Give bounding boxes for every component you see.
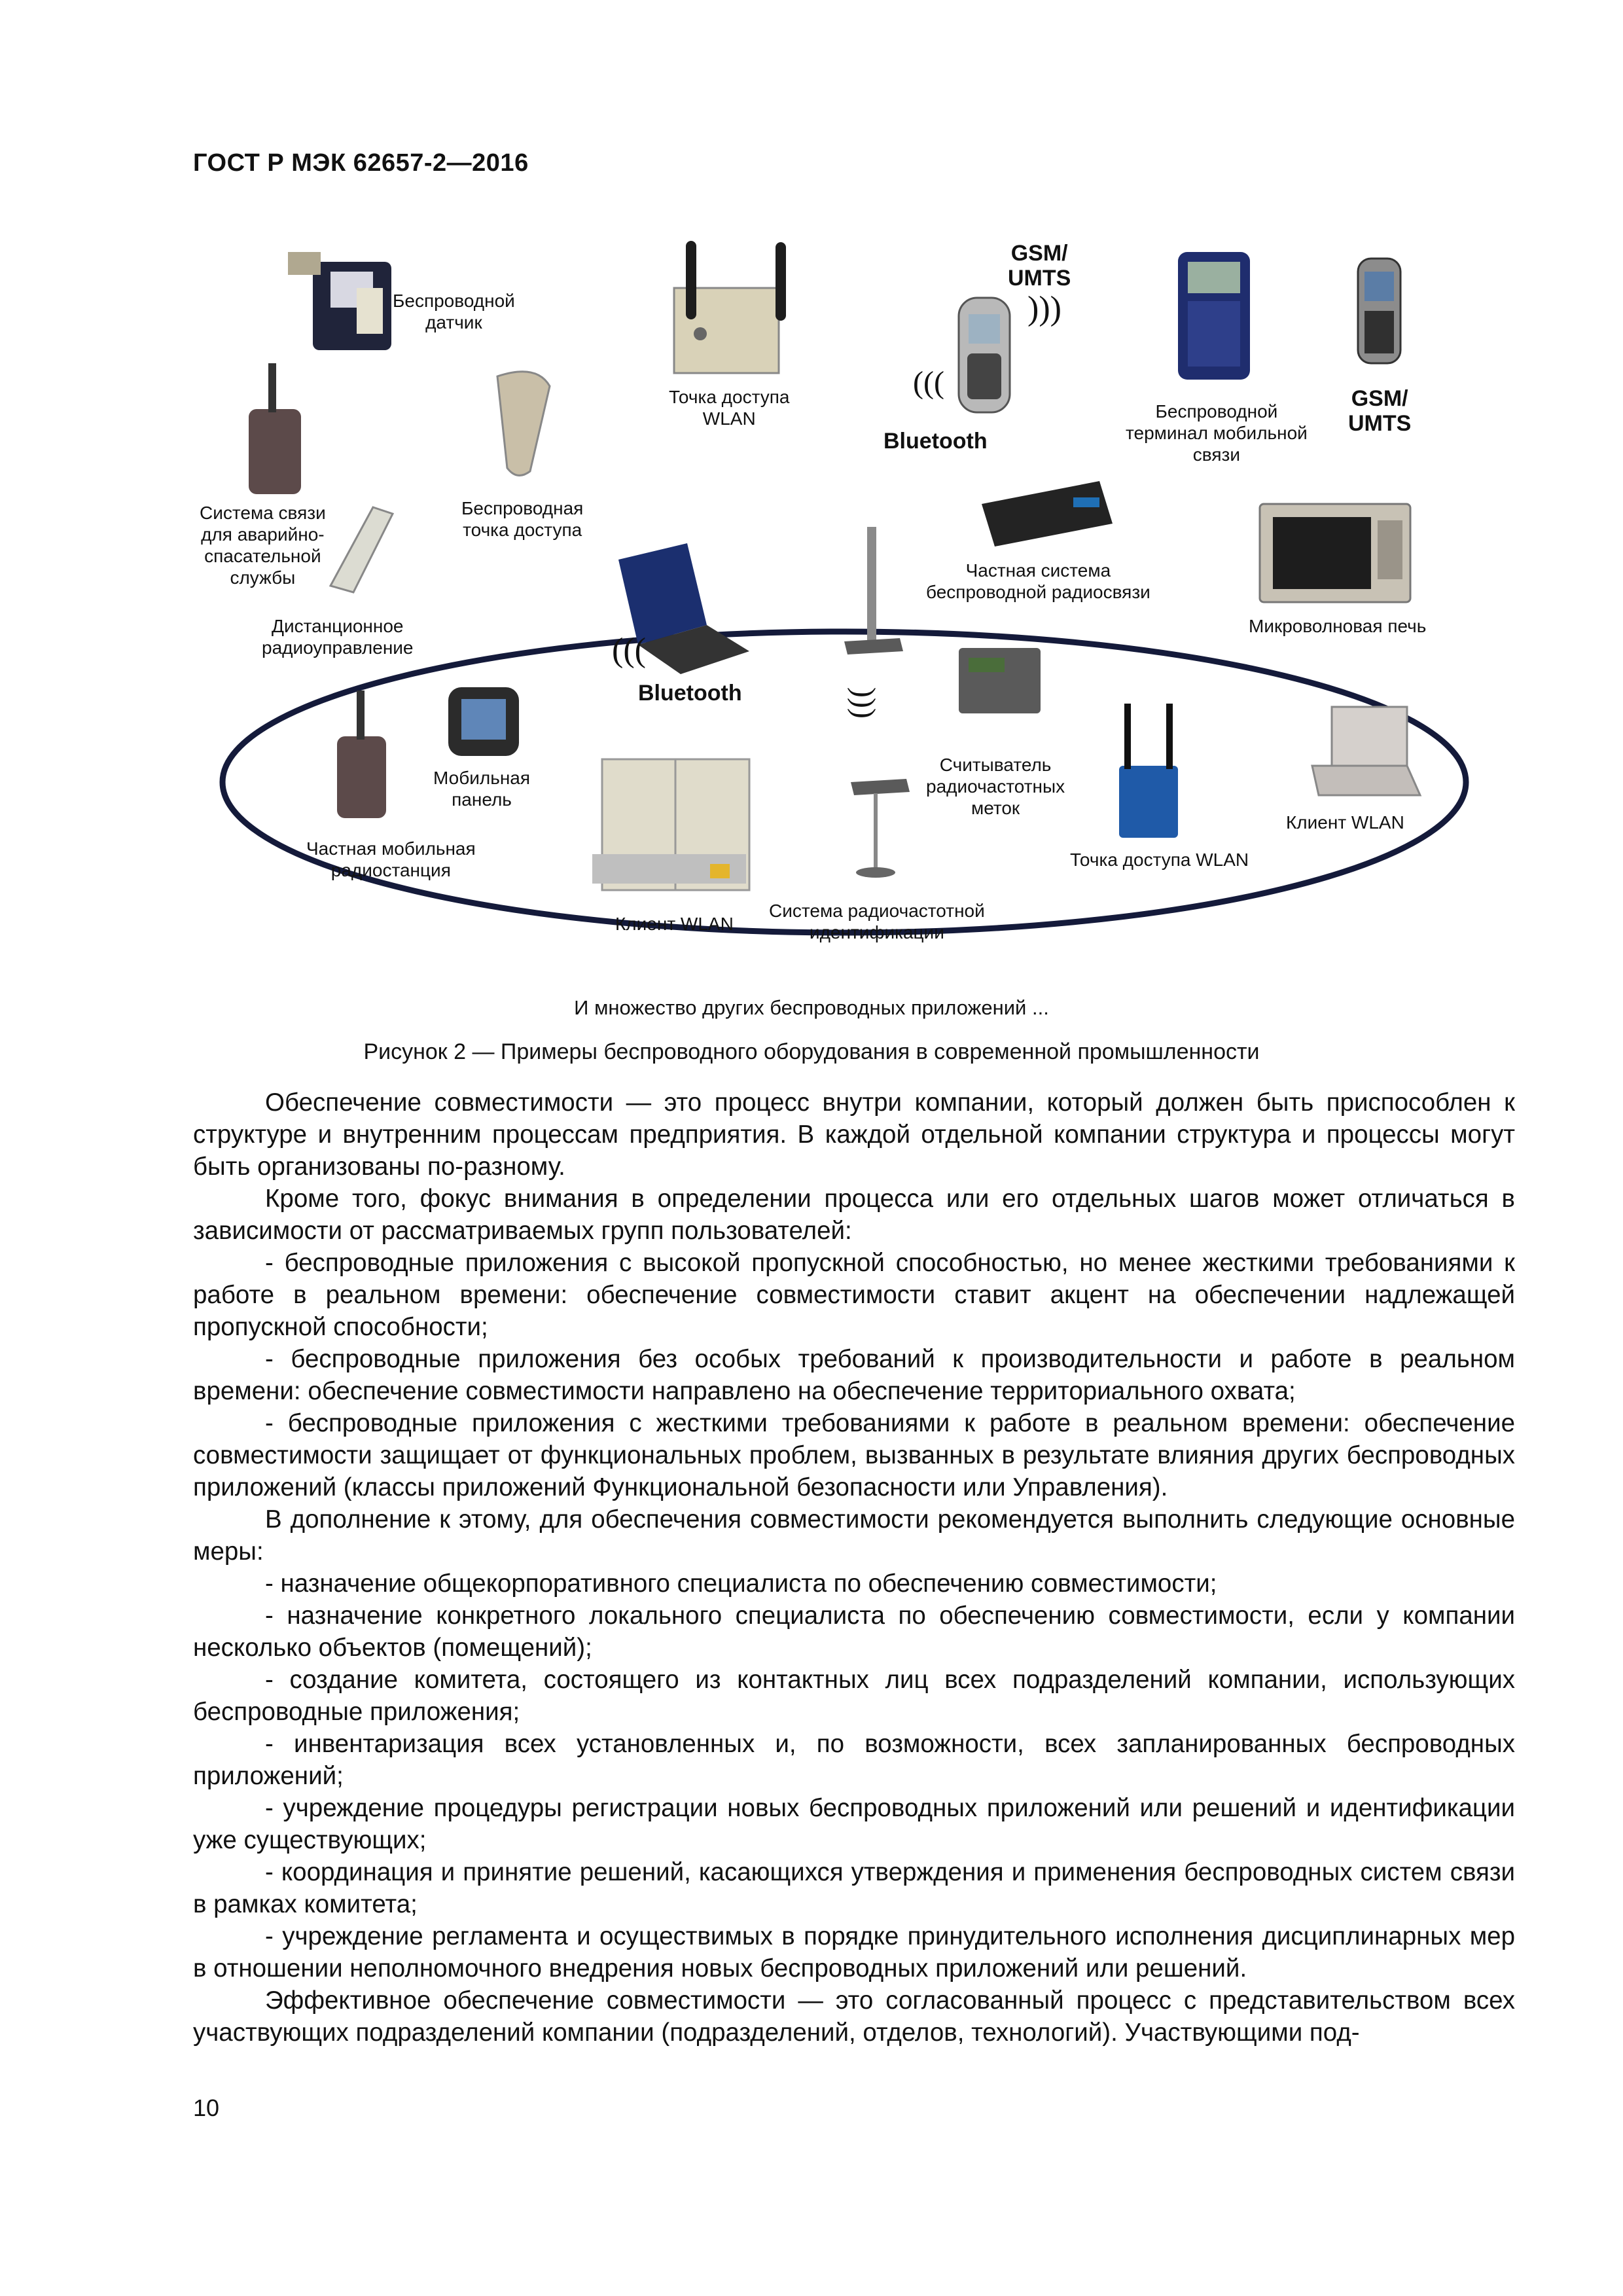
wlan-access-point-bottom-image <box>1119 704 1178 838</box>
label-bluetooth-laptop: Bluetooth <box>638 681 742 706</box>
paragraph: Обеспечение совместимости — это процесс внутри компании, который должен быть приспособлен к структуре и внутренним процессам предприятия. В каждой отдельной компании структура и процессы могут быть организованы по-разному. <box>193 1088 1515 1181</box>
list-item: - беспроводные приложения без особых требований к производительности и работе в реальном времени: обеспечение совместимости направлено на обеспечение территориального охвата; <box>193 1345 1515 1405</box>
signal-waves-icon: ((( <box>612 632 646 669</box>
list-item: - учреждение процедуры регистрации новых беспроводных приложений или решений и идентификации уже существующих; <box>193 1794 1515 1854</box>
list-item: - беспроводные приложения с высокой пропускной способностью, но менее жесткими требованиями к работе в реальном времени: обеспечение совместимости ставит акцент на обеспечении надлежащей пропускной способности; <box>193 1249 1515 1341</box>
remote-control-image <box>330 507 393 592</box>
paragraph: Кроме того, фокус внимания в определении процесса или его отдельных шагов может отличаться в зависимости от рассматриваемых групп пользователей: <box>193 1185 1515 1245</box>
label-rfid-system: Система радиочастотной идентификации <box>769 901 985 942</box>
label-emergency-radio: Система связи для аварийно- спасательной службы <box>200 503 326 588</box>
label-rfid-reader: Считыватель радиочастотных меток <box>926 755 1065 818</box>
list-item: - учреждение регламента и осуществимых в порядке принудительного исполнения дисциплинарных мер в отношении неполномочного внедрения новых беспроводных приложений или решений. <box>193 1922 1515 1982</box>
label-bluetooth-top: Bluetooth <box>883 429 988 454</box>
wireless-access-point-image <box>497 372 550 476</box>
label-wlan-client-right: Клиент WLAN <box>1286 812 1404 833</box>
list-item: - создание комитета, состоящего из контактных лиц всех подразделений компании, использующих беспроводные приложения; <box>193 1666 1515 1726</box>
signal-waves-icon: ))) <box>1027 290 1061 327</box>
page-number: 10 <box>193 2094 220 2121</box>
gsm-phone-right-image <box>1358 259 1400 363</box>
label-remote-control: Дистанционное радиоуправление <box>262 616 414 658</box>
label-private-radio-system: Частная система беспроводной радиосвязи <box>926 560 1150 602</box>
figure-note: И множество других беспроводных приложений ... <box>574 996 1049 1019</box>
label-wlan-client-bottom: Клиент WLAN <box>615 914 734 934</box>
label-wlan-access-point-top: Точка доступа WLAN <box>669 387 790 429</box>
figure-graphic <box>0 0 1623 995</box>
label-gsm-umts-top: GSM/ UMTS <box>1008 241 1071 291</box>
label-wlan-access-point-bottom: Точка доступа WLAN <box>1070 850 1249 870</box>
gsm-phone-top-image <box>959 298 1010 412</box>
network-ellipse <box>223 632 1466 933</box>
microwave-image <box>1260 504 1410 602</box>
list-item: - назначение общекорпоративного специалиста по обеспечению совместимости; <box>265 1570 1217 1598</box>
label-microwave: Микроволновая печь <box>1249 616 1427 636</box>
rfid-antenna-top-image <box>844 527 903 655</box>
document-header: ГОСТ Р МЭК 62657-2—2016 <box>193 149 529 177</box>
label-gsm-umts-right: GSM/ UMTS <box>1348 386 1412 436</box>
label-wireless-access-point: Беспроводная точка доступа <box>461 498 584 540</box>
rfid-antenna-bottom-image <box>851 779 910 878</box>
wireless-sensor-image <box>288 252 391 350</box>
rfid-reader-image <box>959 648 1041 713</box>
paragraph: В дополнение к этому, для обеспечения совместимости рекомендуется выполнить следующие основные меры: <box>193 1505 1515 1566</box>
wlan-access-point-top-image <box>674 241 786 373</box>
mobile-panel-image <box>448 687 519 756</box>
emergency-radio-image <box>249 363 301 494</box>
figure-caption: Рисунок 2 — Примеры беспроводного оборудования в современной промышленности <box>363 1039 1260 1064</box>
mobile-terminal-image <box>1178 252 1250 380</box>
label-wireless-sensor: Беспроводной датчик <box>393 291 515 332</box>
list-item: - назначение конкретного локального специалиста по обеспечению совместимости, если у компании несколько объектов (помещений); <box>193 1602 1515 1662</box>
private-mobile-radio-image <box>337 691 386 818</box>
list-item: - координация и принятие решений, касающихся утверждения и применения беспроводных систем связи в рамках комитета; <box>193 1858 1515 1918</box>
signal-waves-icon: ((( <box>913 365 944 400</box>
wlan-client-laptop-image <box>1312 707 1420 795</box>
list-item: - инвентаризация всех установленных и, по возможности, всех запланированных беспроводных приложений; <box>193 1730 1515 1790</box>
label-mobile-terminal: Беспроводной терминал мобильной связи <box>1126 401 1308 465</box>
label-mobile-panel: Мобильная панель <box>433 768 531 810</box>
paragraph: Эффективное обеспечение совместимости — это согласованный процесс с представительством всех участвующих подразделений компании (подразделений, отделов, технологий). Участвующими под- <box>193 1986 1515 2047</box>
body-text <box>193 1086 1515 2049</box>
label-private-mobile-radio: Частная мобильная радиостанция <box>306 838 476 880</box>
signal-waves-icon: ))) <box>847 687 882 719</box>
private-radio-system-image <box>982 481 1113 547</box>
wlan-client-cart-image <box>592 759 749 890</box>
list-item: - беспроводные приложения с жесткими требованиями к работе в реальном времени: обеспечение совместимости защищает от функциональных проблем, вызванных в результате влияния других беспроводных приложений (классы приложений Функциональной безопасности или Управления). <box>193 1409 1515 1501</box>
